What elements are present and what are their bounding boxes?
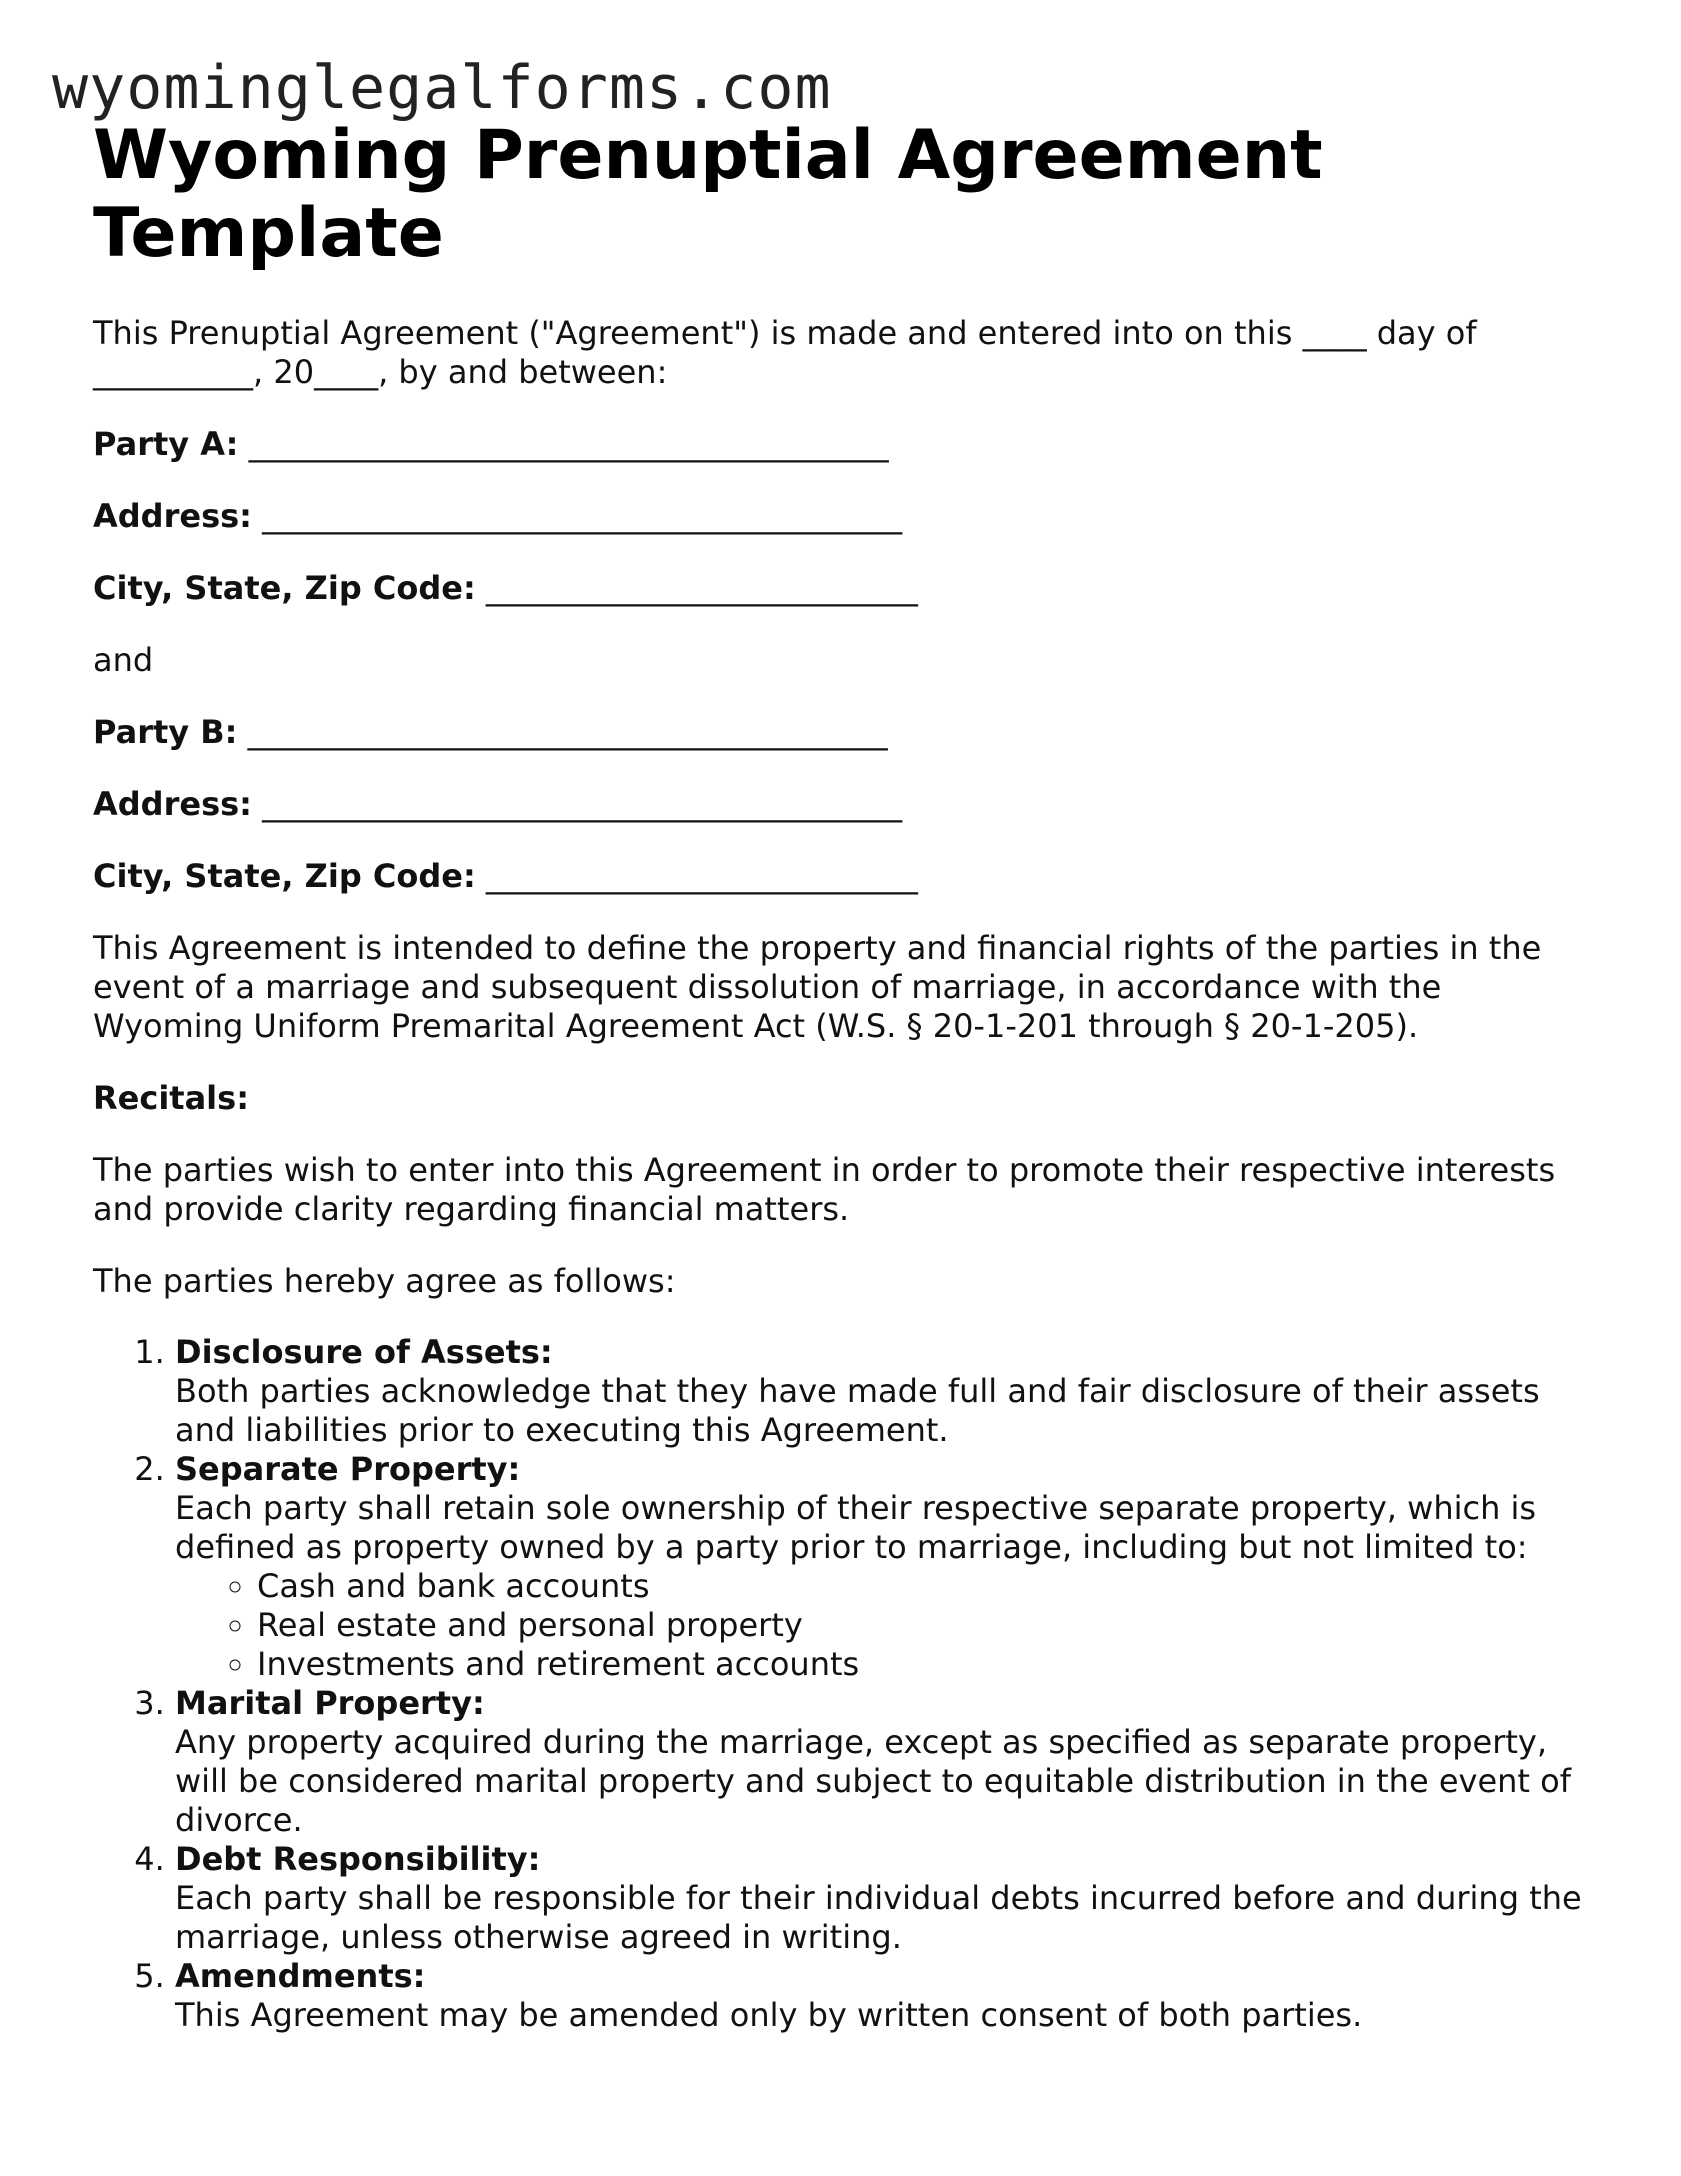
term-item: [175, 1840, 1593, 1957]
party-b-address-blank: ________________________________________: [262, 785, 903, 823]
intro-paragraph: This Prenuptial Agreement ("Agreement") is made and entered into on this ____ day of __________, 20____, by and between:: [93, 314, 1477, 391]
party-b-name-field: [93, 713, 1593, 752]
term-title: 2. Separate Property:: [175, 1450, 521, 1488]
party-a-city-label: City, State, Zip Code:: [93, 569, 476, 607]
document-title: Wyoming Prenuptial Agreement Template: [93, 116, 1323, 273]
party-a-city-blank: ___________________________: [485, 569, 918, 607]
site-watermark: wyominglegalforms.com: [52, 53, 832, 123]
term-body: Each party shall retain sole ownership of their respective separate property, which is defined as property owned by a party prior to marriage, including but not limited to:: [175, 1489, 1537, 1566]
party-a-name-field: [93, 425, 1593, 464]
agree-paragraph: The parties hereby agree as follows:: [93, 1262, 676, 1300]
term-body: Both parties acknowledge that they have made full and fair disclosure of their assets and liabilities prior to executing this Agreement.: [175, 1372, 1540, 1449]
term-item: [175, 1450, 1593, 1684]
term-item: [175, 1333, 1593, 1450]
terms-list: [93, 1333, 1593, 2035]
term-body: Each party shall be responsible for their individual debts incurred before and during the marriage, unless otherwise agreed in writing.: [175, 1879, 1582, 1956]
party-a-address-field: [93, 497, 1593, 536]
party-a-name-blank: ________________________________________: [248, 425, 889, 463]
party-b-address-field: [93, 785, 1593, 824]
term-title: 5. Amendments:: [175, 1957, 426, 1995]
party-a-city-field: [93, 569, 1593, 608]
document-page: [93, 117, 1593, 2035]
term-item: [175, 1957, 1593, 2035]
party-b-name-blank: ________________________________________: [247, 713, 888, 751]
recitals-paragraph: The parties wish to enter into this Agreement in order to promote their respective interests and provide clarity regarding financial matters.: [93, 1151, 1556, 1228]
party-b-address-label: Address:: [93, 785, 252, 823]
term-title: 4. Debt Responsibility:: [175, 1840, 541, 1878]
term-body: Any property acquired during the marriage, except as specified as separate property, will be considered marital property and subject to equitable distribution in the event of divorce.: [175, 1723, 1571, 1839]
purpose-paragraph: This Agreement is intended to define the property and financial rights of the parties in the event of a marriage and subsequent dissolution of marriage, in accordance with the Wyoming Uniform Premarital Agreement Act (W.S. § 20-1-201 through § 20-1-205).: [93, 929, 1542, 1045]
party-b-city-blank: ___________________________: [485, 857, 918, 895]
and-text: and: [93, 641, 154, 679]
party-b-name-label: Party B:: [93, 713, 238, 751]
party-a-name-label: Party A:: [93, 425, 239, 463]
party-a-address-label: Address:: [93, 497, 252, 535]
sub-list-item: ◦ Cash and bank accounts: [257, 1567, 1593, 1606]
party-b-city-field: [93, 857, 1593, 896]
term-title: 3. Marital Property:: [175, 1684, 485, 1722]
sub-list-item: ◦ Investments and retirement accounts: [257, 1645, 1593, 1684]
recitals-heading: Recitals:: [93, 1079, 249, 1117]
party-a-address-blank: ________________________________________: [262, 497, 903, 535]
term-body: This Agreement may be amended only by written consent of both parties.: [175, 1996, 1363, 2034]
separate-property-sublist: [175, 1567, 1593, 1684]
party-b-city-label: City, State, Zip Code:: [93, 857, 476, 895]
term-title: 1. Disclosure of Assets:: [175, 1333, 553, 1371]
sub-list-item: ◦ Real estate and personal property: [257, 1606, 1593, 1645]
term-item: [175, 1684, 1593, 1840]
